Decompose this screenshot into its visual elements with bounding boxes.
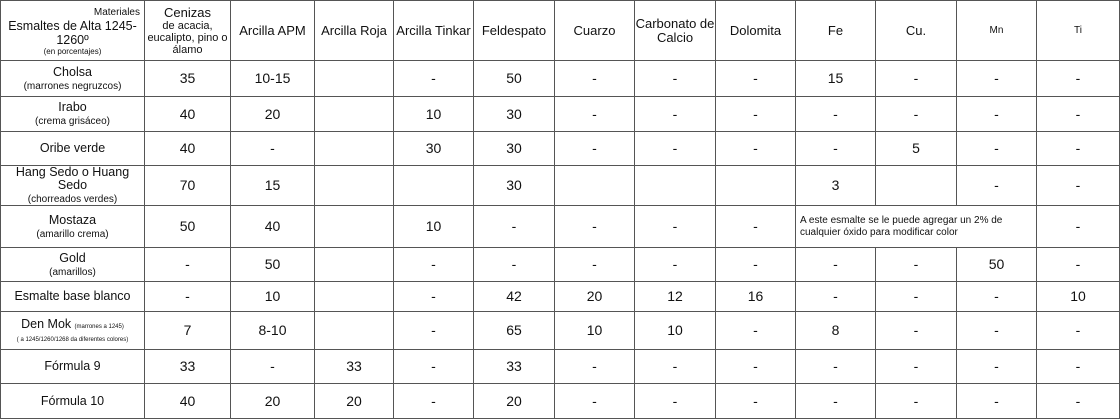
table-row [1, 132, 1120, 166]
value-cell: 42 [474, 282, 555, 312]
row-name-cell [1, 166, 145, 206]
glaze-name: Irabo [58, 100, 87, 114]
value-cell: - [957, 166, 1037, 206]
value-cell: 70 [145, 166, 231, 206]
value-cell: - [394, 61, 474, 97]
value-cell: - [1037, 61, 1120, 97]
value-cell: - [394, 312, 474, 350]
value-cell: - [796, 132, 876, 166]
value-cell: - [876, 97, 957, 132]
value-cell [315, 282, 394, 312]
value-cell: 30 [474, 166, 555, 206]
value-cell: 10 [635, 312, 716, 350]
value-cell: - [1037, 384, 1120, 419]
table-row [1, 312, 1120, 350]
value-cell: 50 [145, 206, 231, 248]
header-col: Arcilla Roja [315, 1, 394, 61]
value-cell: - [635, 206, 716, 248]
value-cell: - [957, 350, 1037, 384]
value-cell: 33 [145, 350, 231, 384]
row-name-cell [1, 206, 145, 248]
cenizas-sub-label: de acacia, eucalipto, pino o álamo [147, 19, 228, 56]
value-cell: - [1037, 166, 1120, 206]
glaze-name: Cholsa [53, 64, 92, 79]
value-cell: 30 [474, 132, 555, 166]
value-cell: 7 [145, 312, 231, 350]
value-cell: - [1037, 248, 1120, 282]
glaze-inline-sub: (marrones a 1245) [74, 323, 124, 330]
table-row [1, 384, 1120, 419]
value-cell: 20 [231, 97, 315, 132]
glaze-name: Hang Sedo o Huang Sedo [15, 165, 130, 192]
value-cell [315, 248, 394, 282]
table-title-sub: (en porcentajes) [43, 46, 102, 56]
value-cell: - [231, 132, 315, 166]
header-col: Cuarzo [555, 1, 635, 61]
value-cell: 3 [796, 166, 876, 206]
header-col: Ti [1037, 1, 1120, 61]
value-cell: 40 [145, 132, 231, 166]
value-cell: - [957, 61, 1037, 97]
glaze-name: Den Mok [21, 316, 72, 331]
row-name-cell [1, 384, 145, 419]
value-cell [315, 166, 394, 206]
glaze-subtitle: (crema grisáceo) [34, 116, 111, 127]
value-cell [315, 132, 394, 166]
value-cell: - [474, 248, 555, 282]
value-cell: 8 [796, 312, 876, 350]
value-cell: - [635, 132, 716, 166]
value-cell: 8-10 [231, 312, 315, 350]
value-cell: - [1037, 132, 1120, 166]
table-row [1, 166, 1120, 206]
value-cell [635, 166, 716, 206]
glaze-subtitle: (amarillos) [49, 266, 96, 278]
value-cell: - [957, 282, 1037, 312]
glaze-subtitle: ( a 1245/1260/1268 da diferentes colores) [16, 336, 129, 343]
glaze-subtitle: (chorreados verdes) [27, 194, 118, 205]
value-cell: 40 [145, 97, 231, 132]
value-cell: 40 [145, 384, 231, 419]
value-cell: - [394, 282, 474, 312]
value-cell: - [876, 248, 957, 282]
value-cell: - [796, 282, 876, 312]
table-row [1, 350, 1120, 384]
value-cell: 40 [231, 206, 315, 248]
value-cell: - [957, 384, 1037, 419]
value-cell: - [1037, 312, 1120, 350]
value-cell: - [145, 282, 231, 312]
value-cell: 20 [315, 384, 394, 419]
value-cell: 20 [231, 384, 315, 419]
value-cell: 10 [555, 312, 635, 350]
value-cell: 50 [231, 248, 315, 282]
value-cell: - [716, 312, 796, 350]
header-col: Mn [957, 1, 1037, 61]
glaze-subtitle: (marrones negruzcos) [23, 80, 122, 92]
value-cell: - [1037, 350, 1120, 384]
value-cell: - [796, 384, 876, 419]
value-cell: 35 [145, 61, 231, 97]
value-cell: 20 [555, 282, 635, 312]
value-cell: - [876, 61, 957, 97]
value-cell: - [957, 97, 1037, 132]
row-name-cell [1, 61, 145, 97]
value-cell: - [394, 384, 474, 419]
header-col: Feldespato [474, 1, 555, 61]
row-name-cell [1, 132, 145, 166]
value-cell [315, 206, 394, 248]
value-cell: 10-15 [231, 61, 315, 97]
table-title: Esmaltes de Alta 1245-1260º [8, 18, 137, 47]
value-cell: - [555, 97, 635, 132]
value-cell: - [555, 248, 635, 282]
header-title-cell [1, 1, 145, 61]
value-cell: 50 [957, 248, 1037, 282]
header-col: Fe [796, 1, 876, 61]
value-cell: - [1037, 97, 1120, 132]
value-cell: - [957, 132, 1037, 166]
value-cell: - [555, 384, 635, 419]
value-cell: - [231, 350, 315, 384]
value-cell: 50 [474, 61, 555, 97]
cenizas-label: Cenizas [164, 4, 211, 20]
value-cell [315, 312, 394, 350]
glaze-name: Gold [59, 250, 86, 265]
glaze-name: Fórmula 9 [44, 359, 101, 373]
note-cell: A este esmalte se le puede agregar un 2% de cualquier óxido para modificar color [796, 206, 1037, 248]
value-cell: - [716, 132, 796, 166]
header-cenizas [145, 1, 231, 61]
value-cell: - [635, 97, 716, 132]
materials-label: Materiales [93, 7, 140, 18]
value-cell: 30 [474, 97, 555, 132]
value-cell: 12 [635, 282, 716, 312]
value-cell: - [716, 248, 796, 282]
value-cell: - [635, 350, 716, 384]
value-cell: 65 [474, 312, 555, 350]
value-cell [315, 97, 394, 132]
value-cell: - [555, 132, 635, 166]
value-cell: - [394, 248, 474, 282]
value-cell: - [876, 282, 957, 312]
value-cell [394, 166, 474, 206]
header-row [1, 1, 1120, 61]
value-cell: - [716, 384, 796, 419]
value-cell: - [716, 206, 796, 248]
value-cell: - [145, 248, 231, 282]
header-col: Arcilla Tinkar [394, 1, 474, 61]
value-cell: 33 [474, 350, 555, 384]
value-cell: - [876, 350, 957, 384]
value-cell: - [1037, 206, 1120, 248]
value-cell: - [555, 206, 635, 248]
value-cell: 15 [796, 61, 876, 97]
value-cell: - [555, 350, 635, 384]
value-cell: - [876, 384, 957, 419]
value-cell: - [876, 312, 957, 350]
header-col: Cu. [876, 1, 957, 61]
value-cell: - [635, 61, 716, 97]
glaze-name: Oribe verde [39, 141, 106, 155]
value-cell: - [796, 248, 876, 282]
value-cell: - [635, 248, 716, 282]
table-row [1, 97, 1120, 132]
value-cell: 30 [394, 132, 474, 166]
table-row [1, 282, 1120, 312]
value-cell [555, 166, 635, 206]
table-row [1, 61, 1120, 97]
row-name-cell [1, 248, 145, 282]
value-cell: - [957, 312, 1037, 350]
value-cell: 15 [231, 166, 315, 206]
header-col: Dolomita [716, 1, 796, 61]
value-cell: 10 [1037, 282, 1120, 312]
value-cell [315, 61, 394, 97]
header-col: Carbonato de Calcio [635, 1, 716, 61]
value-cell: - [635, 384, 716, 419]
row-name-cell [1, 97, 145, 132]
value-cell: - [796, 350, 876, 384]
value-cell: - [716, 350, 796, 384]
value-cell: 10 [394, 206, 474, 248]
value-cell: 5 [876, 132, 957, 166]
value-cell: 10 [231, 282, 315, 312]
glaze-subtitle: (amarillo crema) [36, 228, 109, 240]
table-row [1, 206, 1120, 248]
glaze-name: Fórmula 10 [40, 393, 105, 408]
value-cell: 33 [315, 350, 394, 384]
value-cell: 10 [394, 97, 474, 132]
value-cell: - [716, 97, 796, 132]
glaze-name: Mostaza [48, 212, 97, 227]
value-cell: - [555, 61, 635, 97]
value-cell: 20 [474, 384, 555, 419]
value-cell [876, 166, 957, 206]
header-col: Arcilla APM [231, 1, 315, 61]
value-cell: - [716, 61, 796, 97]
table-row [1, 248, 1120, 282]
glaze-name: Esmalte base blanco [14, 289, 131, 303]
row-name-cell [1, 350, 145, 384]
value-cell: - [394, 350, 474, 384]
row-name-cell [1, 282, 145, 312]
row-name-cell [1, 312, 145, 350]
value-cell: - [796, 97, 876, 132]
value-cell: - [474, 206, 555, 248]
value-cell [716, 166, 796, 206]
value-cell: 16 [716, 282, 796, 312]
